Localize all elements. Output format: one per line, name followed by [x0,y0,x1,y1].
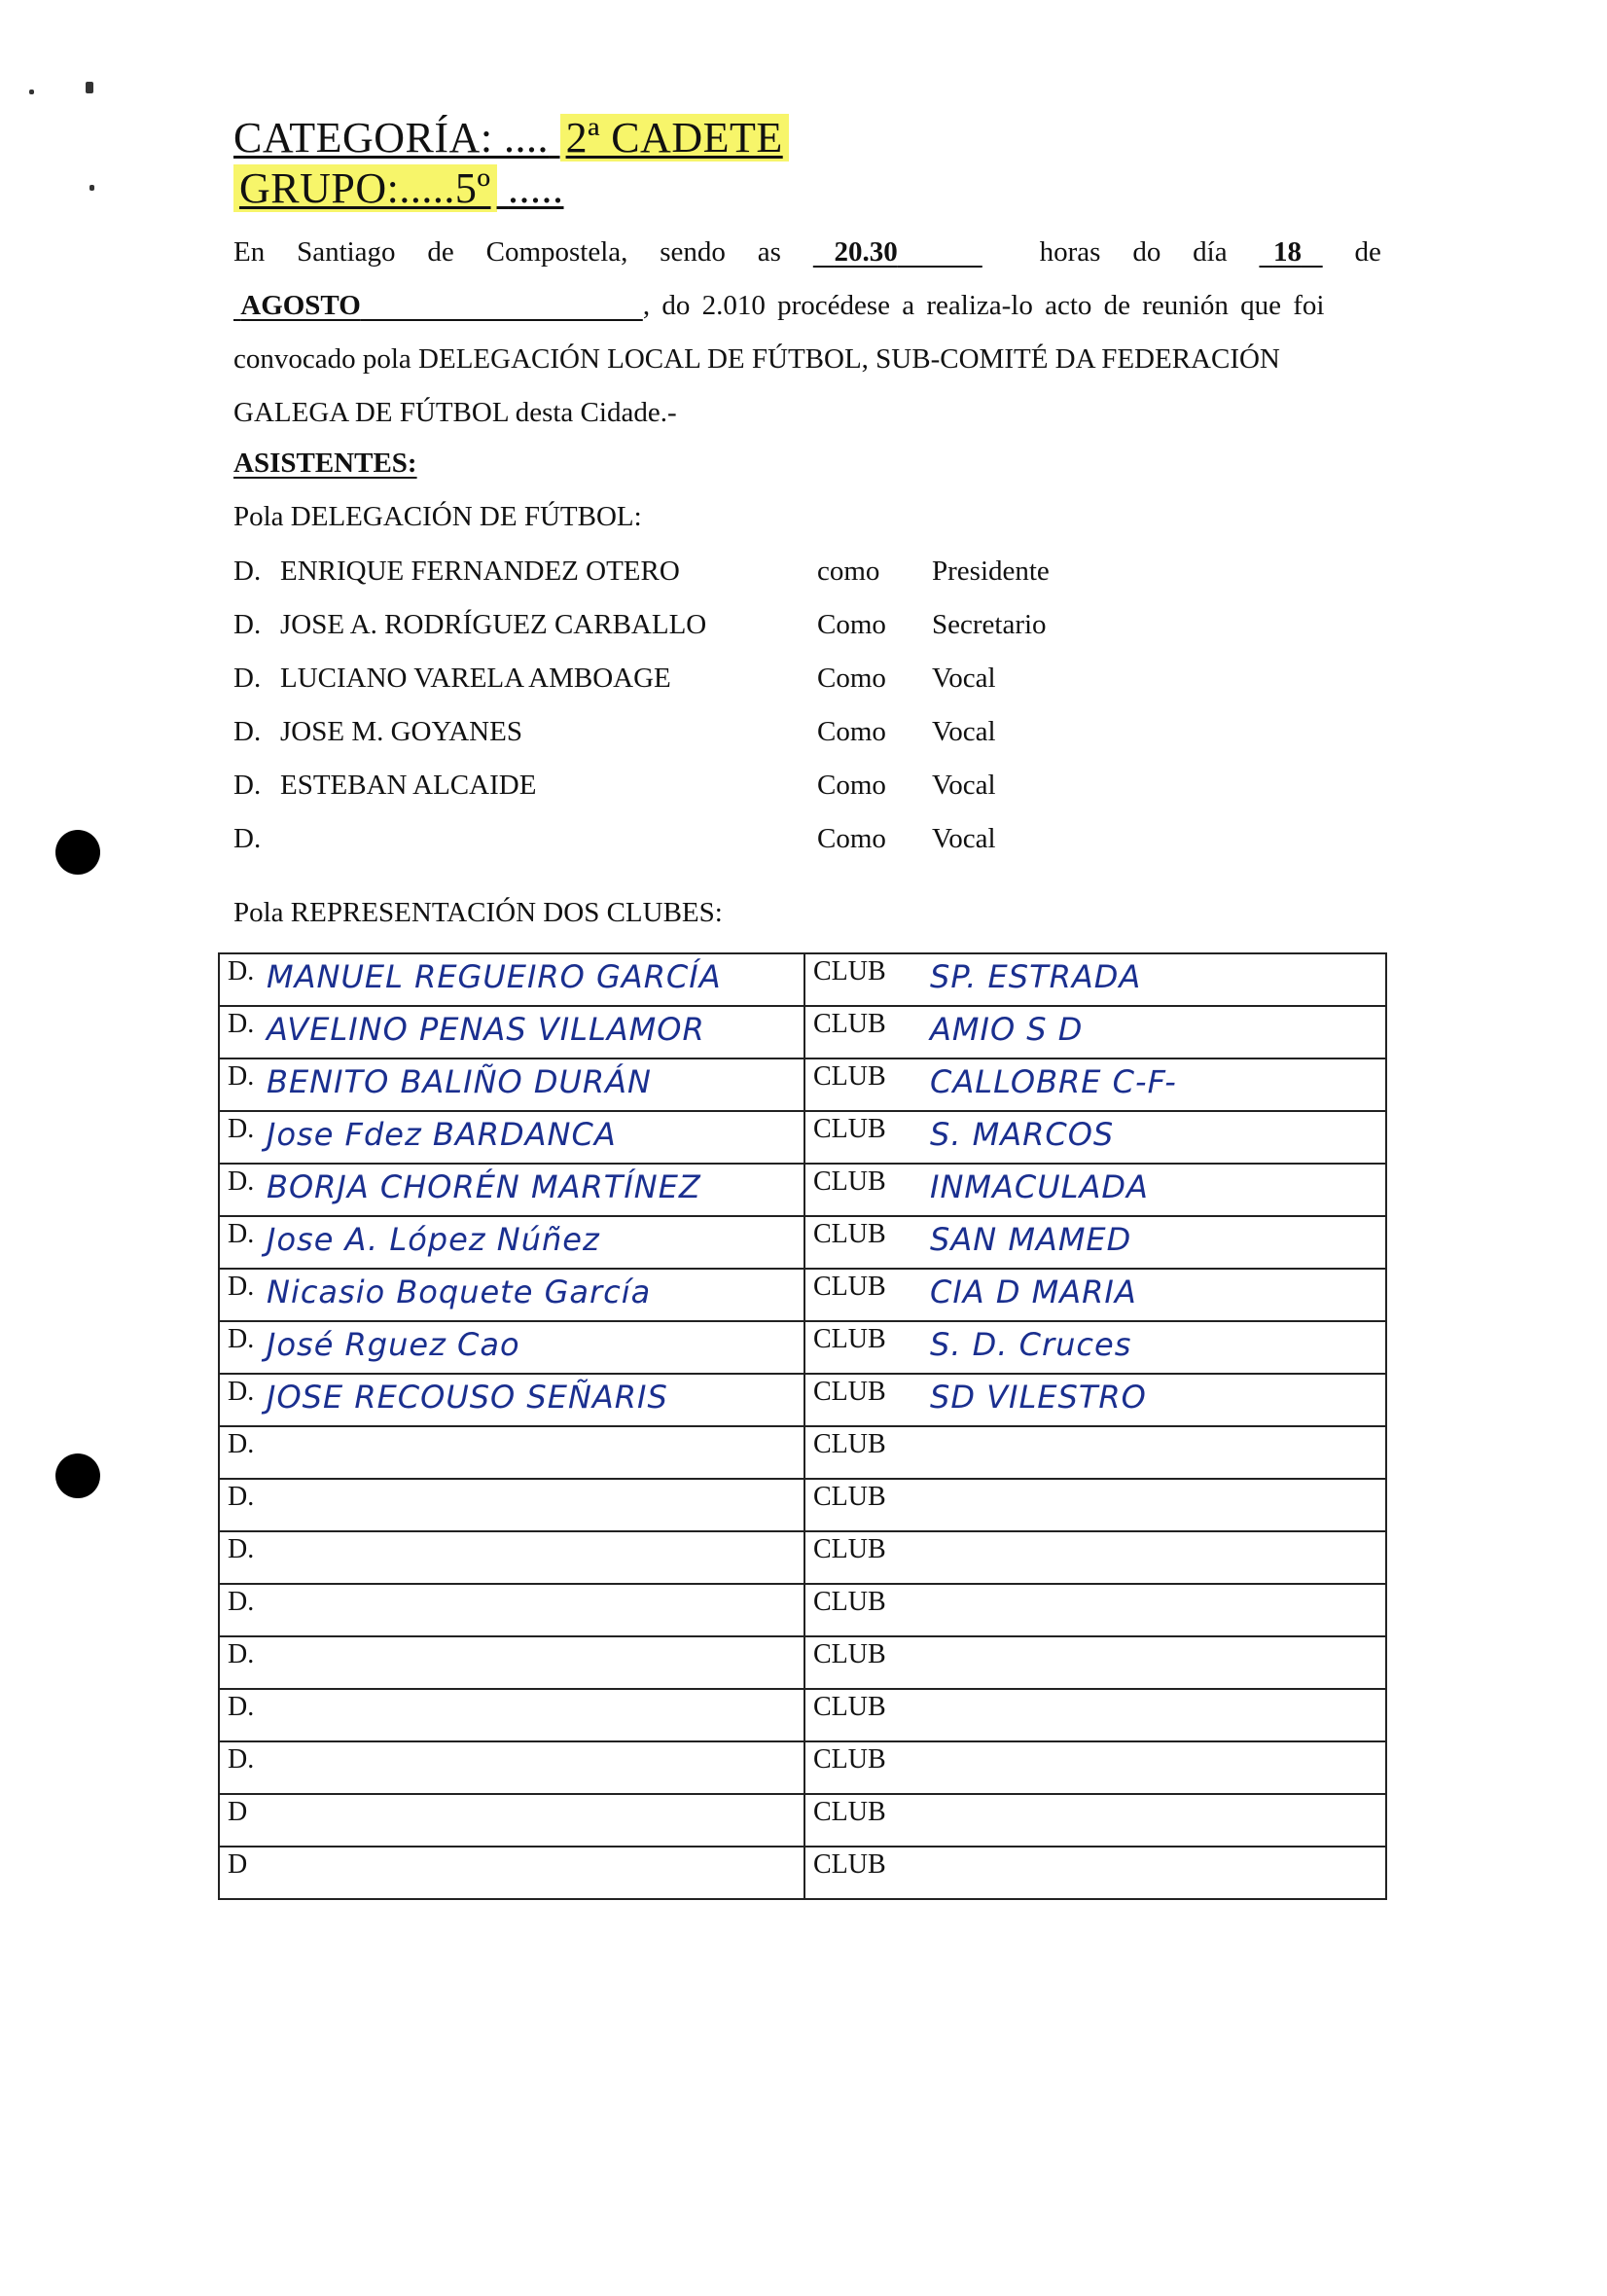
member-prefix: D. [233,770,262,801]
representative-cell [219,1006,804,1058]
table-row [219,1689,1386,1741]
scan-speck [89,185,94,191]
table-row [219,953,1386,1006]
representative-cell [219,1321,804,1374]
club-label: CLUB [813,1219,886,1249]
club-label: CLUB [813,1534,886,1564]
club-label: CLUB [813,1482,886,1512]
member-name: LUCIANO VARELA AMBOAGE [280,663,671,694]
table-row [219,1321,1386,1374]
table-row [219,1374,1386,1426]
table-row [219,1584,1386,1636]
member-role: Vocal [932,770,996,801]
representative-signature: Jose Fdez BARDANCA [267,1116,617,1153]
representative-cell [219,1216,804,1269]
member-name: JOSE A. RODRÍGUEZ CARBALLO [280,609,707,640]
day-field [1259,226,1322,279]
club-name: CIA D MARIA [930,1274,1137,1310]
representative-prefix: D. [228,956,255,987]
club-label: CLUB [813,1166,886,1197]
club-cell [804,1741,1386,1794]
club-label: CLUB [813,1324,886,1354]
intro-word: Compostela, [485,236,628,268]
club-cell [804,1269,1386,1321]
member-prefix: D. [233,663,262,694]
club-name: SP. ESTRADA [930,958,1142,995]
representative-cell [219,1584,804,1636]
intro-word: En [233,236,266,268]
intro-line-4: GALEGA DE FÚTBOL desta Cidade.- [233,397,677,428]
representative-cell [219,1531,804,1584]
representative-prefix: D. [228,1429,255,1459]
representative-signature: Jose A. López Núñez [267,1221,600,1258]
table-row [219,1006,1386,1058]
member-prefix: D. [233,716,262,747]
club-cell [804,1531,1386,1584]
member-name: ENRIQUE FERNANDEZ OTERO [280,556,680,587]
member-como: Como [817,609,886,640]
table-row [219,1847,1386,1899]
representative-signature: José Rguez Cao [267,1326,520,1363]
intro-line-3: convocado pola DELEGACIÓN LOCAL DE FÚTBOL, SUB-COMITÉ DA FEDERACIÓN [233,343,1280,375]
delegacion-member [233,556,1109,594]
club-cell [804,1321,1386,1374]
representative-cell [219,1058,804,1111]
representative-prefix: D. [228,1639,255,1669]
member-role: Secretario [932,609,1047,640]
intro-word: horas [1039,236,1101,268]
member-prefix: D. [233,823,262,854]
representative-prefix: D. [228,1324,255,1354]
intro-word: de [1354,236,1381,268]
club-cell [804,1374,1386,1426]
day-value: 18 [1272,236,1302,268]
table-row [219,1636,1386,1689]
representative-cell [219,1741,804,1794]
categoria-heading [233,113,789,162]
representative-signature: BENITO BALIÑO DURÁN [267,1063,652,1100]
time-field [813,226,1008,279]
representative-prefix: D. [228,1744,255,1775]
table-row [219,1426,1386,1479]
intro-line-2 [233,279,1381,333]
representative-signature: BORJA CHORÉN MARTÍNEZ [267,1168,701,1205]
month-value: AGOSTO [240,290,361,321]
club-name: S. D. Cruces [930,1326,1132,1363]
member-como: Como [817,663,886,694]
club-label: CLUB [813,1114,886,1144]
table-row [219,1269,1386,1321]
representative-cell [219,1794,804,1847]
intro-line-1 [233,226,1381,279]
representative-cell [219,1689,804,1741]
representative-cell [219,1164,804,1216]
representative-prefix: D [228,1849,248,1880]
member-name: ESTEBAN ALCAIDE [280,770,537,801]
month-field [233,290,643,321]
table-row [219,1216,1386,1269]
intro-word: sendo [660,236,726,268]
club-label: CLUB [813,1009,886,1039]
member-role: Presidente [932,556,1050,587]
representative-cell [219,1269,804,1321]
representative-signature: Nicasio Boquete García [267,1274,652,1310]
club-cell [804,1111,1386,1164]
intro-word: día [1193,236,1228,268]
club-name: AMIO S D [930,1011,1084,1048]
club-label: CLUB [813,956,886,987]
member-como: Como [817,716,886,747]
table-row [219,1111,1386,1164]
table-row [219,1164,1386,1216]
club-name: SD VILESTRO [930,1379,1147,1416]
club-cell [804,1006,1386,1058]
representative-cell [219,1374,804,1426]
member-role: Vocal [932,663,996,694]
representative-prefix: D. [228,1587,255,1617]
club-name: CALLOBRE C-F- [930,1063,1177,1100]
member-como: Como [817,823,886,854]
table-row [219,1479,1386,1531]
club-label: CLUB [813,1429,886,1459]
member-name: JOSE M. GOYANES [280,716,522,747]
table-row [219,1794,1386,1847]
club-label: CLUB [813,1744,886,1775]
representative-signature: MANUEL REGUEIRO GARCÍA [267,958,722,995]
delegacion-label: Pola DELEGACIÓN DE FÚTBOL: [233,501,642,532]
club-label: CLUB [813,1272,886,1302]
club-cell [804,1636,1386,1689]
asistentes-heading: ASISTENTES: [233,448,417,479]
club-name: INMACULADA [930,1168,1149,1205]
representative-prefix: D. [228,1166,255,1197]
representative-cell [219,1111,804,1164]
club-cell [804,1058,1386,1111]
club-cell [804,1584,1386,1636]
delegacion-member [233,663,1109,701]
club-label: CLUB [813,1797,886,1827]
representative-cell [219,1479,804,1531]
representative-prefix: D. [228,1272,255,1302]
club-label: CLUB [813,1061,886,1092]
representative-prefix: D [228,1797,248,1827]
club-cell [804,953,1386,1006]
representative-prefix: D. [228,1114,255,1144]
representative-prefix: D. [228,1482,255,1512]
clubs-table [218,952,1387,1900]
club-cell [804,1689,1386,1741]
member-role: Vocal [932,716,996,747]
binder-hole [55,1453,100,1498]
representative-prefix: D. [228,1534,255,1564]
representative-prefix: D. [228,1061,255,1092]
intro-paragraph [233,226,1381,440]
club-cell [804,1216,1386,1269]
representative-signature: AVELINO PENAS VILLAMOR [267,1011,705,1048]
delegacion-member [233,823,1109,862]
club-cell [804,1426,1386,1479]
intro-word: Santiago [297,236,396,268]
member-prefix: D. [233,609,262,640]
club-cell [804,1479,1386,1531]
club-cell [804,1847,1386,1899]
representative-prefix: D. [228,1692,255,1722]
club-name: S. MARCOS [930,1116,1115,1153]
scan-speck [29,90,34,94]
representative-prefix: D. [228,1009,255,1039]
delegacion-member [233,609,1109,648]
categoria-label: CATEGORÍA: .... [233,114,550,161]
intro-line-2-text: , do 2.010 procédese a realiza-lo acto de reunión que foi [642,290,1325,321]
member-role: Vocal [932,823,996,854]
member-prefix: D. [233,556,262,587]
member-como: como [817,556,880,587]
table-row [219,1741,1386,1794]
representative-signature: JOSE RECOUSO SEÑARIS [267,1379,668,1416]
club-label: CLUB [813,1849,886,1880]
member-como: Como [817,770,886,801]
club-cell [804,1794,1386,1847]
club-label: CLUB [813,1587,886,1617]
binder-hole [55,830,100,875]
grupo-heading [233,163,564,213]
representative-cell [219,1847,804,1899]
club-label: CLUB [813,1692,886,1722]
club-label: CLUB [813,1639,886,1669]
grupo-value: GRUPO:.....5º [233,164,497,212]
grupo-suffix: ..... [508,164,564,212]
representative-cell [219,953,804,1006]
delegacion-member [233,716,1109,755]
intro-word: as [757,236,781,268]
clubes-label: Pola REPRESENTACIÓN DOS CLUBES: [233,897,723,928]
delegacion-member [233,770,1109,808]
table-row [219,1531,1386,1584]
club-name: SAN MAMED [930,1221,1132,1258]
club-label: CLUB [813,1377,886,1407]
representative-prefix: D. [228,1219,255,1249]
table-row [219,1058,1386,1111]
representative-cell [219,1636,804,1689]
time-value: 20.30 [834,236,898,268]
categoria-value: 2ª CADETE [560,114,789,161]
intro-word: de [427,236,454,268]
intro-word: do [1132,236,1161,268]
scan-speck [86,82,93,93]
representative-cell [219,1426,804,1479]
representative-prefix: D. [228,1377,255,1407]
club-cell [804,1164,1386,1216]
